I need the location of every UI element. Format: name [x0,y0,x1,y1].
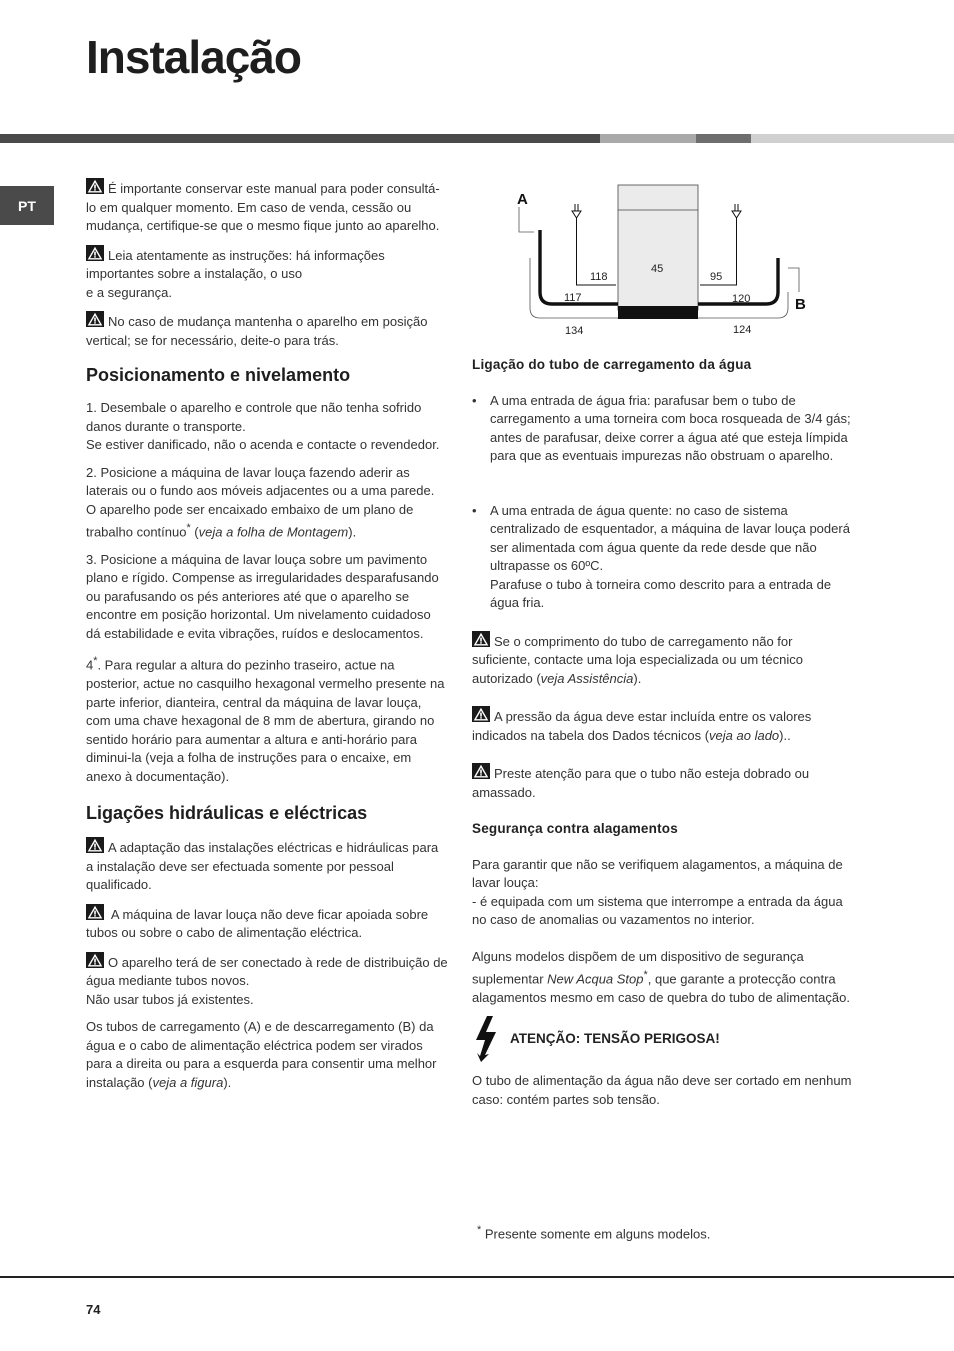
bullet-hot-water: • A uma entrada de água quente: no caso de sistema centralizado de esquentador, a máquina de lavar louça poderá ser alimentada com água quente da rede desde que não ultrapasse os 60ºC. Parafuse o tubo à torneira como descrito para a entrada de água fria. [472,502,852,613]
section-title-flood-safety: Segurança contra alagamentos [472,821,678,836]
paragraph: Os tubos de carregamento (A) e de descarregamento (B) da água e o cabo de alimentação eléctrica podem ser virados para a direita ou para a esquerda para consentir uma melhor instalação (veja a figura). [86,1019,437,1090]
section-title-inlet-hose: Ligação do tubo de carregamento da água [472,357,752,372]
footnote: * Presente somente em alguns modelos. [477,1224,711,1242]
asterisk: * [477,1224,482,1236]
header-bar-dark [0,134,600,143]
header-bar-light [600,134,696,143]
connections-warning-1: A adaptação das instalações eléctricas e hidráulicas para a instalação deve ser efectuada somente por pessoal qualificado. [86,837,448,895]
dim-label: 95 [710,271,723,283]
dim-label: 45 [651,263,664,275]
header-bar-mid [696,134,751,143]
label-a: A [517,191,528,208]
right-column [472,350,852,1118]
language-tab: PT [0,186,54,225]
warning-icon [472,631,490,647]
paragraph: 4*. Para regular a altura do pezinho traseiro, actue na posterior, actue no casquilho hexagonal vermelho presente na parte inferior, dianteira, central da máquina de lavar louça, com uma chave hexagonal de 8 mm de abertura, girando no sentido horário para aumentar a altura e anti-horário para diminui-la (veja a folha de instruções para o encaixe, em anexo à documentação). [86,655,445,784]
section-title-connections: Ligações hidráulicas e eléctricas [86,803,368,824]
warning-icon [86,952,104,968]
inlet-warning-1: Se o comprimento do tubo de carregamento não for suficiente, contacte uma loja especializada ou um técnico autorizado (veja Assistência). [472,631,852,689]
warning-icon [86,245,104,261]
connections-warning-2: A máquina de lavar louça não deve ficar apoiada sobre tubos ou sobre o cabo de alimentação eléctrica. [86,904,448,943]
inlet-warning-2: A pressão da água deve estar incluída entre os valores indicados na tabela dos Dados técnicos (veja ao lado).. [472,706,852,745]
header-bar-pale [751,134,954,143]
paragraph: 1. Desembale o aparelho e controle que não tenha sofrido danos durante o transporte. Se estiver danificado, não o acenda e contacte o revendedor. [86,400,440,452]
dim-label: 117 [564,292,582,304]
intro-warning-1: É importante conservar este manual para poder consultá-lo em qualquer momento. Em caso de venda, cessão ou mudança, certifique-se que o mesmo fique junto ao aparelho. [86,178,448,236]
bullet-cold-water: • A uma entrada de água fria: parafusar bem o tubo de carregamento a uma torneira com boca rosqueada de 3/4 gás; antes de parafusar, deixe correr a água até que esteja límpida para que as eventuais impurezas não obstruam o aparelho. [472,392,852,466]
warning-icon [86,178,104,194]
warning-icon [472,763,490,779]
page-title: Instalação [86,31,301,83]
inlet-warning-3: Preste atenção para que o tubo não esteja dobrado ou amassado. [472,763,852,802]
paragraph: O tubo de alimentação da água não deve ser cortado em nenhum caso: contém partes sob tensão. [472,1073,852,1107]
asterisk: * [93,655,98,668]
connections-warning-3: O aparelho terá de ser conectado à rede de distribuição de água mediante tubos novos. Não usar tubos já existentes. [86,952,448,1010]
left-column [86,178,448,1101]
danger-label: ATENÇÃO: TENSÃO PERIGOSA! [510,1031,720,1047]
asterisk: * [643,969,648,981]
page-number: 74 [86,1302,101,1317]
paragraph: Alguns modelos dispõem de um dispositivo de segurança suplementar New Acqua Stop*, que garante a protecção contra alagamentos mesmo em caso de quebra do tubo de alimentação. [472,948,850,1005]
high-voltage-icon [472,1016,500,1062]
intro-warning-2: Leia atentamente as instruções: há informações importantes sobre a instalação, o uso e a segurança. [86,245,448,303]
dim-label: 134 [565,325,584,337]
danger-notice [472,1016,852,1062]
dim-label: 120 [732,293,751,305]
intro-warning-3: No caso de mudança mantenha o aparelho em posição vertical; se for necessário, deite-o para trás. [86,311,448,350]
warning-icon [86,837,104,853]
footer-line [0,1276,954,1278]
hose-diagram [514,180,814,342]
dishwasher-body [618,185,698,319]
paragraph: 2. Posicione a máquina de lavar louça fazendo aderir as laterais ou o fundo aos móveis adjacentes ou a uma parede. O aparelho pode ser encaixado embaixo de um plano de trabalho contínuo* (veja a folha de Montagem). [86,464,435,540]
paragraph: Para garantir que não se verifiquem alagamentos, a máquina de lavar louça: - é equipada com um sistema que interrompe a entrada da água no caso de anomalias ou vazamentos no interior. [472,856,843,927]
paragraph: 3. Posicione a máquina de lavar louça sobre um pavimento plano e rígido. Compense as irregularidades desparafusando ou parafusando os pés anteriores até que o aparelho se encontre em posição horizontal. Um nivelamento cuidadoso dá estabilidade e evita vibrações, ruídos e deslocamentos. [86,551,439,641]
warning-icon [86,311,104,327]
section-title-positioning: Posicionamento e nivelamento [86,365,351,385]
asterisk: * [186,522,191,534]
dim-label: 118 [590,271,608,283]
dim-label: 124 [733,324,752,336]
warning-icon [86,904,104,920]
label-b: B [795,296,806,313]
warning-icon [472,706,490,722]
